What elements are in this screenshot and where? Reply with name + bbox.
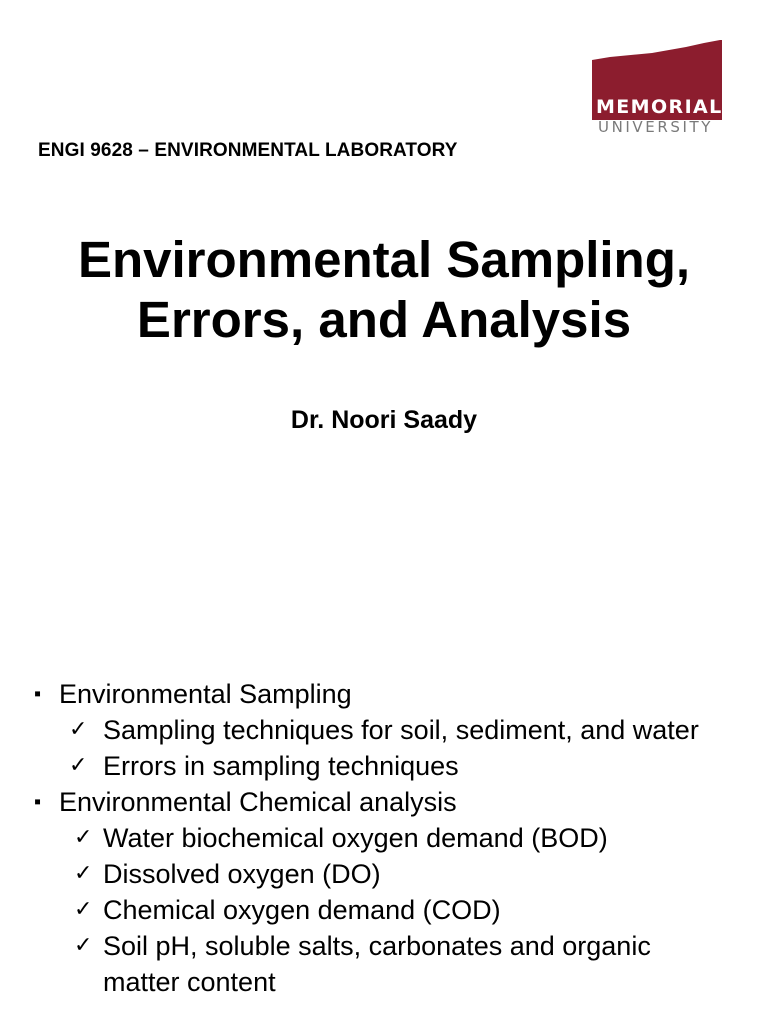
outline-item	[34, 784, 734, 820]
outline-subitem	[34, 712, 734, 748]
outline-list	[34, 676, 734, 1000]
memorial-university-logo	[592, 36, 722, 140]
course-title: ENGI 9628 – ENVIRONMENTAL LABORATORY	[38, 140, 458, 161]
outline-subitem-label: Sampling techniques for soil, sediment, and water	[103, 715, 699, 745]
outline-item-label: Environmental Sampling	[59, 679, 352, 709]
slide-title-line-2: Errors, and Analysis	[136, 291, 632, 348]
outline-subitem-label: Errors in sampling techniques	[103, 751, 459, 781]
outline-subitem-label: Soil pH, soluble salts, carbonates and organic matter content	[103, 931, 651, 997]
square-bullet-icon: ▪	[34, 791, 42, 813]
outline-subitem	[34, 748, 734, 784]
check-mark-icon: ✓	[74, 825, 93, 850]
check-mark-icon: ✓	[69, 753, 88, 778]
outline-subitem	[34, 856, 734, 892]
logo-university-text: UNIVERSITY	[598, 118, 714, 136]
check-mark-icon: ✓	[74, 933, 93, 958]
slide-title	[0, 230, 768, 350]
check-mark-icon: ✓	[74, 861, 93, 886]
outline-subitem	[34, 820, 734, 856]
outline-subitem	[34, 892, 734, 928]
slide-title-line-1: Environmental Sampling,	[77, 231, 691, 288]
author-name: Dr. Noori Saady	[290, 406, 478, 434]
outline-subitem-label: Dissolved oxygen (DO)	[103, 859, 381, 889]
check-mark-icon: ✓	[69, 717, 88, 742]
outline-item	[34, 676, 734, 712]
outline-subitem-label: Chemical oxygen demand (COD)	[103, 895, 501, 925]
square-bullet-icon: ▪	[34, 683, 42, 705]
outline-subitem-label: Water biochemical oxygen demand (BOD)	[103, 823, 608, 853]
logo-memorial-text: MEMORIAL	[596, 96, 723, 118]
check-mark-icon: ✓	[74, 897, 93, 922]
outline-subitem	[34, 928, 734, 1000]
outline-item-label: Environmental Chemical analysis	[59, 787, 457, 817]
